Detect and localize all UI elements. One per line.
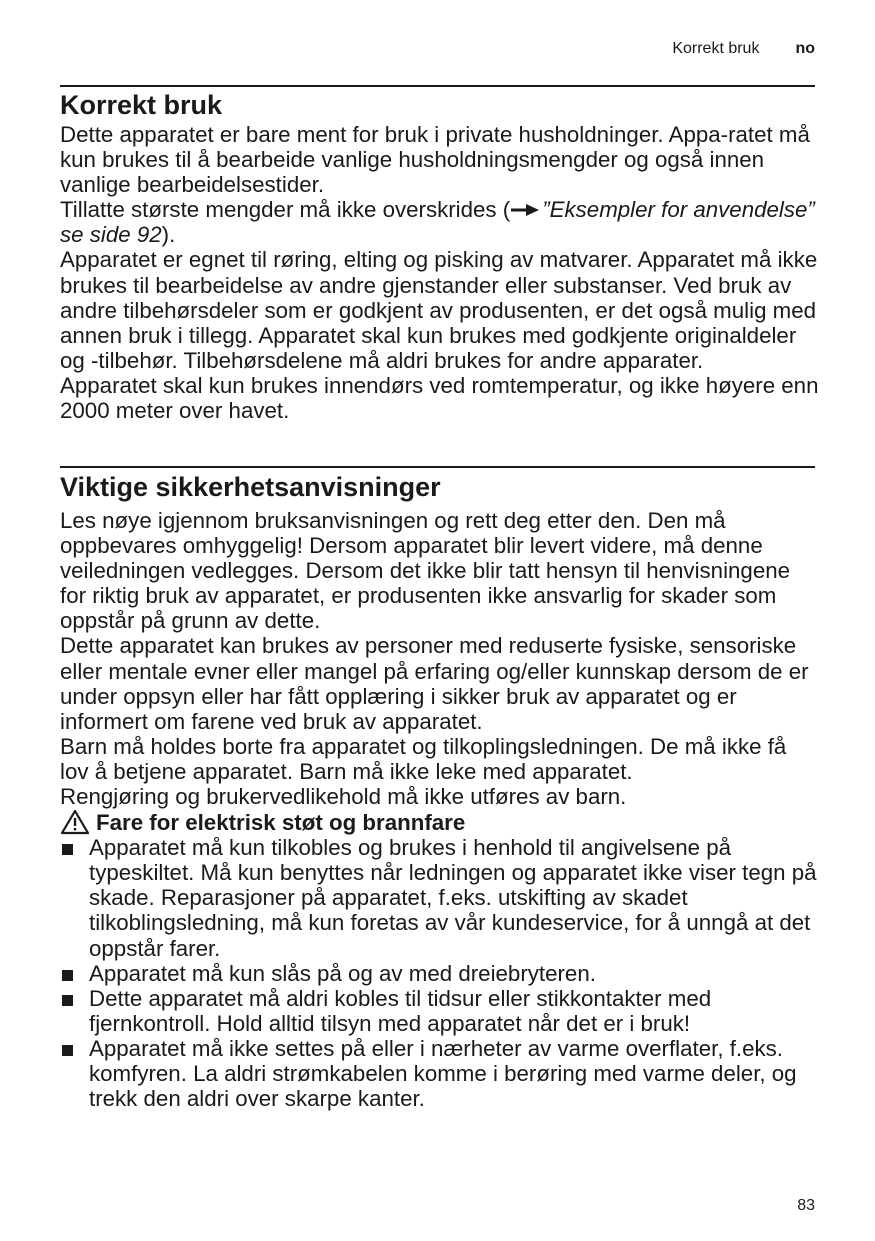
section-divider-middle <box>60 466 815 468</box>
cross-reference-link[interactable]: ”Eksempler for anvendelse” se side 92 <box>60 197 815 248</box>
paragraph-suitable-use: Apparatet er egnet til røring, elting og pisking av matvarer. Apparatet må ikke brukes til bearbeidelse av andre gjenstander eller substanser. Ved bruk av andre tilbehørsdeler som er godkjent av produsenten, er det også mulig med annen bruk i tillegg. Apparatet skal kun brukes med godkjente originaldeler og -tilbehør. Tilbehørsdelene må aldri brukes for andre apparater. <box>60 247 818 373</box>
paragraph-cleaning-children: Rengjøring og brukervedlikehold må ikke utføres av barn. <box>60 784 627 810</box>
running-header <box>672 40 815 58</box>
safety-bullet-list <box>60 835 820 1111</box>
warning-triangle-icon <box>60 809 90 835</box>
list-item: Apparatet må ikke settes på eller i nærheter av varme overflater, f.eks. komfyren. La aldri strømkabelen komme i berøring med varme deler, og trekk den aldri over skarpe kanter. <box>60 1036 820 1111</box>
bullet-square-icon <box>62 1045 73 1056</box>
section-correct-use <box>60 90 820 423</box>
section-title-safety: Viktige sikkerhetsanvisninger <box>60 472 441 502</box>
section-title-correct-use: Korrekt bruk <box>60 90 223 120</box>
paragraph-children: Barn må holdes borte fra apparatet og tilkoplingsledningen. De må ikke få lov å betjene apparatet. Barn må ikke leke med apparatet. <box>60 733 787 784</box>
header-section-title: Korrekt bruk <box>672 40 760 57</box>
bullet-square-icon <box>62 995 73 1006</box>
list-item: Apparatet må kun slås på og av med dreiebryteren. <box>60 961 820 986</box>
paragraph-reduced-abilities: Dette apparatet kan brukes av personer med reduserte fysiske, sensoriske eller mentale evner eller mangel på erfaring og/eller kunnskap dersom de er under oppsyn eller har fått opplæring i sikker bruk av apparatet og er informert om farene ved bruk av apparatet. <box>60 633 809 734</box>
paragraph-indoor-use: Apparatet skal kun brukes innendørs ved romtemperatur, og ikke høyere enn 2000 meter over havet. <box>60 372 819 424</box>
paragraph-max-quantities: Tillatte største mengder må ikke overskrides ( ”Eksempler for anvendelse” se side 92). <box>60 197 815 248</box>
list-item: Dette apparatet må aldri kobles til tidsur eller stikkontakter med fjernkontroll. Hold alltid tilsyn med apparatet når det er i bruk! <box>60 986 820 1036</box>
list-item: Apparatet må kun tilkobles og brukes i henhold til angivelsene på typeskiltet. Må kun benyttes når ledningen og apparatet ikke viser tegn på skade. Reparasjoner på apparatet, f.eks. utskifting av skadet tilkoblingsledning, må kun foretas av vår kundeservice, for å unngå at det oppstår farer. <box>60 835 820 960</box>
warning-heading <box>60 809 820 835</box>
warning-text: Fare for elektrisk støt og brannfare <box>96 809 466 835</box>
bullet-square-icon <box>62 844 73 855</box>
section-safety-instructions <box>60 472 820 1111</box>
arrow-right-icon <box>510 203 540 217</box>
bullet-square-icon <box>62 970 73 981</box>
header-language-code: no <box>795 40 815 57</box>
page-number: 83 <box>797 1197 815 1214</box>
section-divider-top <box>60 85 815 87</box>
paragraph-intended-use: Dette apparatet er bare ment for bruk i private husholdninger. Appa-ratet må kun brukes til å bearbeide vanlige husholdningsmengder og også innen vanlige bearbeidelsestider. <box>60 122 810 198</box>
paragraph-read-instructions: Les nøye igjennom bruksanvisningen og rett deg etter den. Den må oppbevares omhyggelig! Dersom apparatet blir levert videre, må denne veiledningen vedlegges. Dersom det ikke blir tatt hensyn til henvisningene for riktig bruk av apparatet, er produsenten ikke ansvarlig for skader som oppstår på grunn av dette. <box>60 508 791 634</box>
